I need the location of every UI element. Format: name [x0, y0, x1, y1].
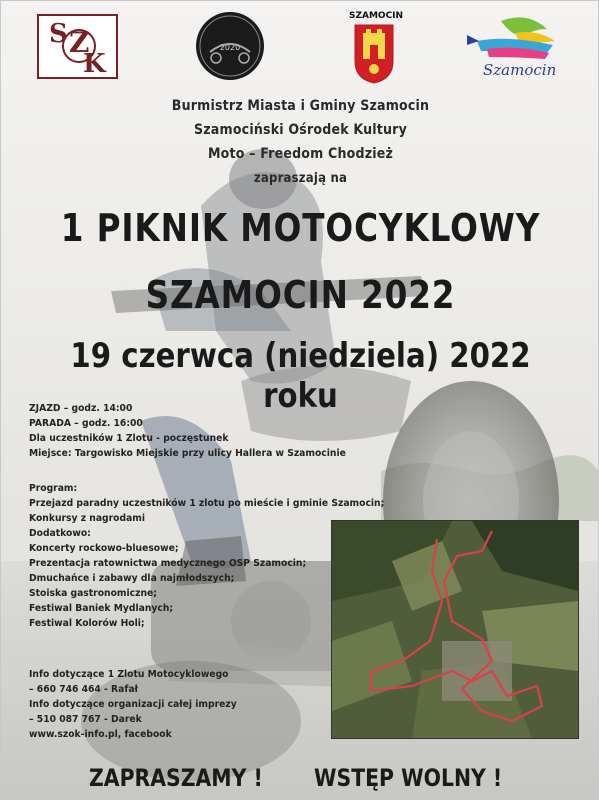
program-line: Przejazd paradny uczestników 1 zlotu po mieście i gminie Szamocin;	[29, 498, 385, 509]
crest-label: SZAMOCIN	[349, 11, 404, 21]
contact-line: – 660 746 464 - Rafał	[29, 684, 138, 695]
footer-free-entry: WSTĘP WOLNY !	[314, 764, 503, 792]
contact-line: – 510 087 767 - Darek	[29, 714, 142, 725]
szamocin-brand-text: Szamocin	[483, 61, 557, 79]
event-date: 19 czerwca (niedziela) 2022 roku	[70, 336, 531, 416]
svg-text:2020: 2020	[219, 43, 241, 52]
contact-line: Info dotyczące 1 Zlotu Motocyklowego	[29, 669, 229, 680]
schedule-line: PARADA – godz. 16:00	[29, 418, 143, 429]
parade-route-map	[331, 520, 579, 739]
szamocin-brand-logo	[457, 11, 565, 83]
program-line: Dodatkowo:	[29, 528, 91, 539]
svg-text:Z: Z	[69, 26, 90, 59]
moto-freedom-logo	[192, 10, 268, 82]
contact-line: Info dotyczące organizacji całej imprezy	[29, 699, 237, 710]
szamocin-coat-of-arms	[349, 11, 404, 85]
program-line: Program:	[29, 483, 78, 494]
program-line: Festiwal Kolorów Holi;	[29, 618, 145, 629]
svg-text:S: S	[49, 19, 68, 49]
schedule-block	[29, 401, 346, 461]
program-line: Prezentacja ratownictwa medycznego OSP Szamocin;	[29, 558, 307, 569]
program-line: Festiwal Baniek Mydlanych;	[29, 603, 174, 614]
szok-logo	[37, 14, 118, 79]
organizer-line: Szamociński Ośrodek Kultury	[194, 122, 407, 138]
contact-block	[29, 667, 237, 742]
program-line: Koncerty rockowo-bluesowe;	[29, 543, 179, 554]
schedule-line: ZJAZD – godz. 14:00	[29, 403, 133, 414]
program-line: Konkursy z nagrodami	[29, 513, 146, 524]
event-subtitle: SZAMOCIN 2022	[145, 273, 456, 317]
program-line: Stoiska gastronomiczne;	[29, 588, 157, 599]
invitation-line: zapraszają na	[253, 171, 348, 186]
footer-invitation: ZAPRASZAMY !	[89, 764, 263, 792]
organizer-line: Burmistrz Miasta i Gminy Szamocin	[171, 98, 430, 114]
website-line: www.szok-info.pl, facebook	[29, 729, 172, 740]
svg-text:K: K	[83, 49, 106, 77]
schedule-line: Miejsce: Targowisko Miejskie przy ulicy Hallera w Szamocinie	[29, 448, 346, 459]
organizer-line: Moto – Freedom Chodzież	[207, 146, 394, 162]
event-title: 1 PIKNIK MOTOCYKLOWY	[60, 206, 541, 250]
program-line: Dmuchańce i zabawy dla najmłodszych;	[29, 573, 235, 584]
schedule-line: Dla uczestników 1 Zlotu - poczęstunek	[29, 433, 229, 444]
